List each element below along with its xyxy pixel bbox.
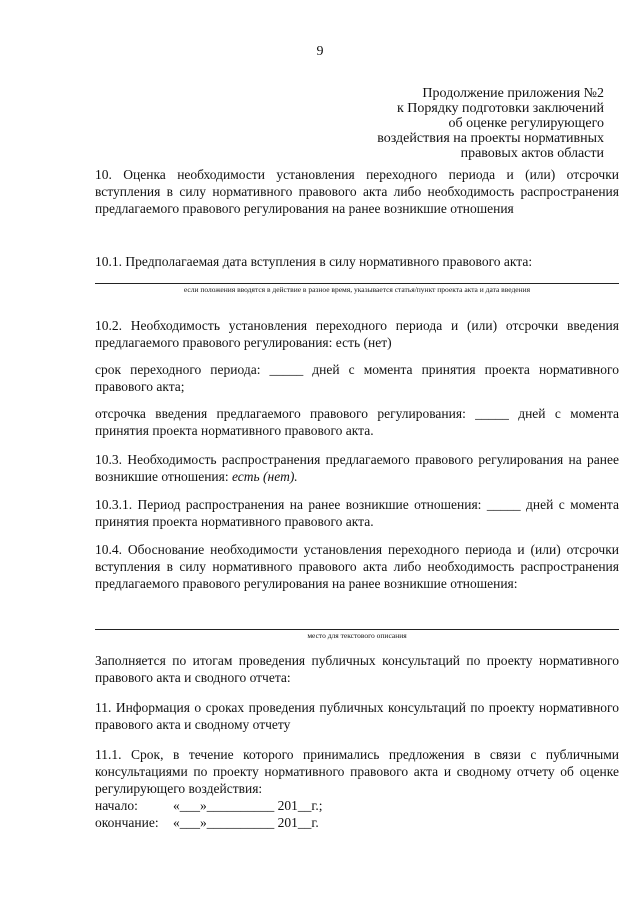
end-date-row bbox=[95, 814, 319, 831]
filled-note: Заполняется по итогам проведения публичных консультаций по проекту нормативного правового акта и сводного отчета: bbox=[95, 653, 619, 685]
paragraph-10-3-1: 10.3.1. Период распространения на ранее возникшие отношения: _____ дней с момента принятия проекта нормативного правового акта. bbox=[95, 497, 619, 529]
start-date-row bbox=[95, 797, 323, 814]
caption-10-1: если положения вводятся в действие в разное время, указывается статья/пункт проекта акта и дата введения bbox=[183, 285, 531, 294]
section-10-title: 10. Оценка необходимости установления переходного периода и (или) отсрочки вступления в силу нормативного правового акта либо необходимость распространения предлагаемого правового регулирования на ранее возникшие отношения bbox=[95, 167, 619, 216]
header-line: воздействия на проекты нормативных bbox=[377, 131, 604, 146]
appendix-header bbox=[377, 86, 604, 161]
start-label: начало: bbox=[95, 798, 138, 813]
paragraph-11-1: 11.1. Срок, в течение которого принимались предложения в связи с публичными консультациями по проекту нормативного правового акта и сводному отчету об оценке регулирующего воздействия: bbox=[95, 747, 619, 796]
start-value: «___»__________ 201__г.; bbox=[173, 798, 323, 813]
header-line: об оценке регулирующего bbox=[448, 116, 604, 131]
page-number: 9 bbox=[316, 44, 324, 59]
end-value: «___»__________ 201__г. bbox=[173, 815, 319, 830]
header-line: Продолжение приложения №2 bbox=[422, 86, 604, 101]
paragraph-10-2: 10.2. Необходимость установления переходного периода и (или) отсрочки введения предлагаемого правового регулирования: есть (нет) bbox=[95, 318, 619, 350]
paragraph-10-3 bbox=[95, 451, 619, 485]
deferral: отсрочка введения предлагаемого правового регулирования: _____ дней с момента принятия проекта нормативного правового акта. bbox=[95, 406, 619, 438]
paragraph-10-3-value: есть (нет). bbox=[231, 469, 298, 484]
transition-period: срок переходного периода: _____ дней с момента принятия проекта нормативного правового акта; bbox=[95, 362, 619, 394]
fill-line bbox=[95, 283, 619, 284]
header-line: правовых актов области bbox=[460, 146, 604, 161]
section-11-title: 11. Информация о сроках проведения публичных консультаций по проекту нормативного правового акта и сводному отчету bbox=[95, 700, 619, 732]
end-label: окончание: bbox=[95, 815, 159, 830]
header-line: к Порядку подготовки заключений bbox=[396, 101, 604, 116]
paragraph-10-1: 10.1. Предполагаемая дата вступления в силу нормативного правового акта: bbox=[95, 254, 533, 269]
fill-line bbox=[95, 629, 619, 630]
caption-10-4: место для текстового описания bbox=[307, 631, 407, 640]
paragraph-10-4: 10.4. Обоснование необходимости установления переходного периода и (или) отсрочки вступления в силу нормативного правового акта либо необходимость распространения предлагаемого правового регулирования на ранее возникшие отношения: bbox=[95, 542, 619, 591]
paragraph-10-3-text: 10.3. Необходимость распространения предлагаемого правового регулирования на ранее возникшие отношения: bbox=[95, 452, 619, 484]
